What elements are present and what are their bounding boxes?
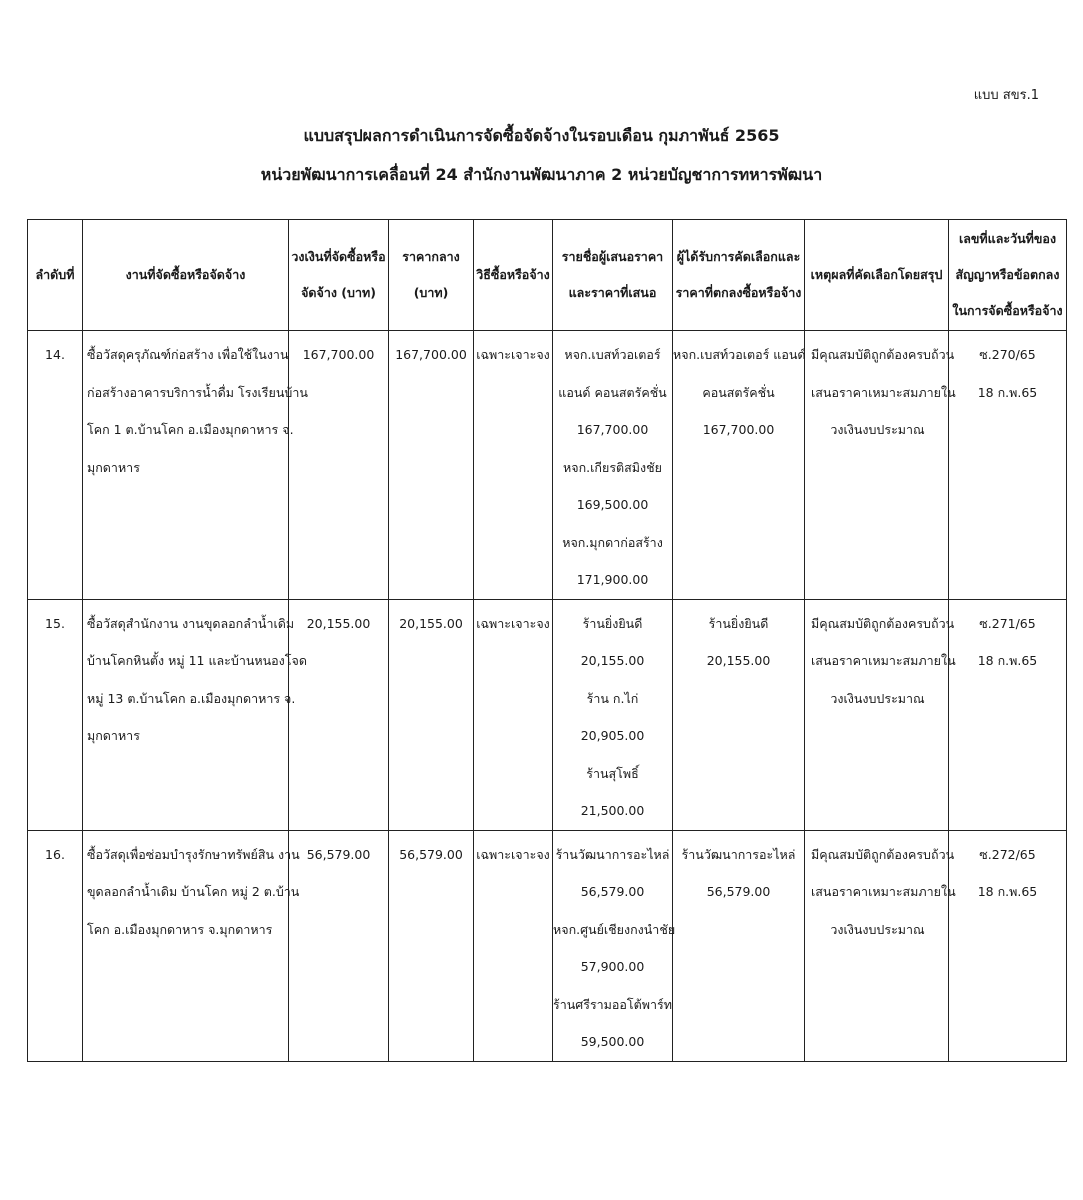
row-winner: ร้านยิ่งยินดี 20,155.00 (673, 599, 805, 830)
row-contract: ซ.270/65 18 ก.พ.65 (949, 331, 1067, 600)
header-bidders: รายชื่อผู้เสนอราคา และราคาที่เสนอ (553, 220, 673, 331)
form-code: แบบ สขร.1 (973, 88, 1039, 103)
row-bidders: ร้านยิ่งยินดี 20,155.00 ร้าน ก.ไก่ 20,905.00 ร้านสุโพธิ์ 21,500.00 (553, 599, 673, 830)
row-median-price: 20,155.00 (389, 599, 474, 830)
row-contract: ซ.271/65 18 ก.พ.65 (949, 599, 1067, 830)
row-method: เฉพาะเจาะจง (474, 599, 553, 830)
row-bidders: หจก.เบสท์วอเตอร์ แอนด์ คอนสตรัคชั่น 167,700.00 หจก.เกียรติสมิงชัย 169,500.00 หจก.มุกดาก่อสร้าง 171,900.00 (553, 331, 673, 600)
row-work: ซื้อวัสดุสำนักงาน งานขุดลอกลำน้ำเดิม บ้านโคกหินตั้ง หมู่ 11 และบ้านหนองโจด หมู่ 13 ต.บ้านโคก อ.เมืองมุกดาหาร จ. มุกดาหาร (83, 599, 289, 830)
row-bidders: ร้านวัฒนาการอะไหล่ 56,579.00 หจก.ศูนย์เชียงกงนำชัย 57,900.00 ร้านศรีรามออโต้พาร์ท 59,500.00 (553, 830, 673, 1061)
row-budget: 20,155.00 (289, 599, 389, 830)
header-contract: เลขที่และวันที่ของ สัญญาหรือข้อตกลง ในการจัดซื้อหรือจ้าง (949, 220, 1067, 331)
row-seq: 14. (28, 331, 83, 600)
row-method: เฉพาะเจาะจง (474, 331, 553, 600)
row-work: ซื้อวัสดุครุภัณฑ์ก่อสร้าง เพื่อใช้ในงาน ก่อสร้างอาคารบริการน้ำดื่ม โรงเรียนบ้าน โคก 1 ต.บ้านโคก อ.เมืองมุกดาหาร จ. มุกดาหาร (83, 331, 289, 600)
header-seq: ลำดับที่ (28, 220, 83, 331)
row-winner: ร้านวัฒนาการอะไหล่ 56,579.00 (673, 830, 805, 1061)
header-reason: เหตุผลที่คัดเลือกโดยสรุป (805, 220, 949, 331)
document-subtitle: หน่วยพัฒนาการเคลื่อนที่ 24 สำนักงานพัฒนาภาค 2 หน่วยบัญชาการทหารพัฒนา (260, 165, 823, 184)
document-title: แบบสรุปผลการดำเนินการจัดซื้อจัดจ้างในรอบเดือน กุมภาพันธ์ 2565 (303, 126, 780, 145)
header-work: งานที่จัดซื้อหรือจัดจ้าง (83, 220, 289, 331)
header-winner: ผู้ได้รับการคัดเลือกและ ราคาที่ตกลงซื้อหรือจ้าง (673, 220, 805, 331)
table-row (28, 830, 1067, 1061)
table-row (28, 331, 1067, 600)
row-median-price: 56,579.00 (389, 830, 474, 1061)
row-reason: มีคุณสมบัติถูกต้องครบถ้วน เสนอราคาเหมาะสมภายใน วงเงินงบประมาณ (805, 830, 949, 1061)
table-header-row (28, 220, 1067, 331)
header-budget: วงเงินที่จัดซื้อหรือ จัดจ้าง (บาท) (289, 220, 389, 331)
row-method: เฉพาะเจาะจง (474, 830, 553, 1061)
header-method: วิธีซื้อหรือจ้าง (474, 220, 553, 331)
table-row (28, 599, 1067, 830)
row-contract: ซ.272/65 18 ก.พ.65 (949, 830, 1067, 1061)
row-seq: 15. (28, 599, 83, 830)
row-median-price: 167,700.00 (389, 331, 474, 600)
procurement-table (27, 219, 1067, 1062)
row-budget: 56,579.00 (289, 830, 389, 1061)
row-work: ซื้อวัสดุเพื่อซ่อมบำรุงรักษาทรัพย์สิน งาน ขุดลอกลำน้ำเดิม บ้านโคก หมู่ 2 ต.บ้าน โคก อ.เมืองมุกดาหาร จ.มุกดาหาร (83, 830, 289, 1061)
row-seq: 16. (28, 830, 83, 1061)
row-budget: 167,700.00 (289, 331, 389, 600)
row-reason: มีคุณสมบัติถูกต้องครบถ้วน เสนอราคาเหมาะสมภายใน วงเงินงบประมาณ (805, 599, 949, 830)
row-reason: มีคุณสมบัติถูกต้องครบถ้วน เสนอราคาเหมาะสมภายใน วงเงินงบประมาณ (805, 331, 949, 600)
header-median-price: ราคากลาง (บาท) (389, 220, 474, 331)
row-winner: หจก.เบสท์วอเตอร์ แอนด์ คอนสตรัคชั่น 167,700.00 (673, 331, 805, 600)
